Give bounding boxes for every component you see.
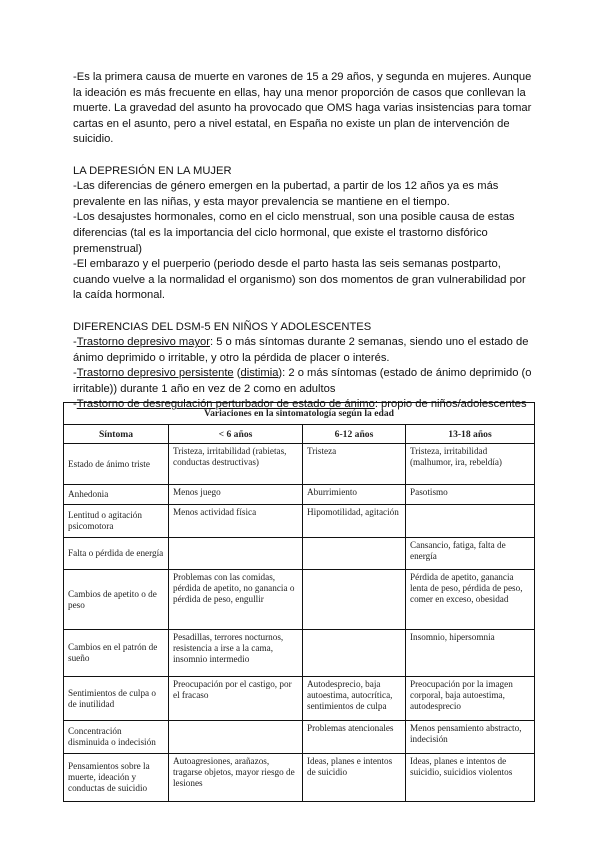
symptom-cell: Estado de ánimo triste bbox=[64, 444, 169, 485]
table-row bbox=[64, 630, 535, 677]
cell-13-18: Pasotismo bbox=[406, 485, 535, 505]
table-row bbox=[64, 570, 535, 630]
women-paragraph-2: -Los desajustes hormonales, como en el ciclo menstrual, son una posible causa de estas diferencias (tal es la importancia del ciclo hormonal, que existe el trastorno disfórico premenstrual) bbox=[73, 211, 515, 255]
cell-under-6 bbox=[169, 721, 303, 754]
cell-13-18 bbox=[406, 505, 535, 538]
dsm-heading: DIFERENCIAS DEL DSM-5 EN NIÑOS Y ADOLESCENTES bbox=[73, 320, 372, 333]
cell-13-18: Tristeza, irritabilidad (malhumor, ira, rebeldía) bbox=[406, 444, 535, 485]
dsm-item-3-text: : propio de niños/adolescentes bbox=[374, 398, 527, 411]
dsm-item-2-mid: ( bbox=[233, 367, 241, 380]
symptom-cell: Falta o pérdida de energía bbox=[64, 538, 169, 570]
cell-6-12: Problemas atencionales bbox=[303, 721, 406, 754]
women-paragraph-3: -El embarazo y el puerperio (periodo desde el parto hasta las seis semanas postparto, cuando vuelve a la normalidad el organismo) son dos momentos de gran vulnerabilidad por la caída hormonal. bbox=[73, 258, 526, 302]
women-heading: LA DEPRESIÓN EN LA MUJER bbox=[73, 164, 232, 177]
table-header-row bbox=[64, 425, 535, 444]
dsm-item-1 bbox=[73, 335, 533, 366]
cell-6-12: Hipomotilidad, agitación bbox=[303, 505, 406, 538]
table-title: Variaciones en la sintomatología según la edad bbox=[64, 403, 535, 425]
cell-13-18: Preocupación por la imagen corporal, baja autoestima, autodesprecio bbox=[406, 677, 535, 721]
cell-under-6: Menos actividad física bbox=[169, 505, 303, 538]
cell-under-6: Tristeza, irritabilidad (rabietas, conductas destructivas) bbox=[169, 444, 303, 485]
header-sintoma: Síntoma bbox=[64, 425, 169, 444]
cell-under-6 bbox=[169, 538, 303, 570]
dsm-item-3-term: Trastorno de desregulación perturbador de estado de ánimo bbox=[76, 398, 375, 411]
table-row bbox=[64, 505, 535, 538]
symptom-table bbox=[63, 402, 535, 802]
cell-6-12: Aburrimiento bbox=[303, 485, 406, 505]
cell-under-6: Preocupación por el castigo, por el fracaso bbox=[169, 677, 303, 721]
women-paragraph-1: -Las diferencias de género emergen en la pubertad, a partir de los 12 años ya es más prevalente en las niñas, y esta mayor prevalencia se mantiene en el tiempo. bbox=[73, 180, 499, 208]
cell-6-12 bbox=[303, 538, 406, 570]
cell-6-12: Tristeza bbox=[303, 444, 406, 485]
dsm-item-2 bbox=[73, 366, 533, 397]
cell-6-12 bbox=[303, 630, 406, 677]
dsm-item-1-term: Trastorno depresivo mayor bbox=[76, 336, 211, 349]
table-title-row bbox=[64, 403, 535, 425]
symptom-cell: Cambios de apetito o de peso bbox=[64, 570, 169, 630]
cell-under-6: Autoagresiones, arañazos, tragarse objetos, mayor riesgo de lesiones bbox=[169, 754, 303, 802]
cell-13-18: Pérdida de apetito, ganancia lenta de peso, pérdida de peso, comer en exceso, obesidad bbox=[406, 570, 535, 630]
header-13-18: 13-18 años bbox=[406, 425, 535, 444]
table-row bbox=[64, 444, 535, 485]
cell-6-12: Ideas, planes e intentos de suicidio bbox=[303, 754, 406, 802]
intro-paragraph: -Es la primera causa de muerte en varones de 15 a 29 años, y segunda en mujeres. Aunque la ideación es más frecuente en ellas, hay una menor proporción de casos que conllevan la muerte. La gravedad del asunto ha provocado que OMS haga varias insistencias para tomar cartas en el asunto, pero a nivel estatal, en España no existe un plan de intervención de suicidio. bbox=[73, 71, 532, 146]
cell-13-18: Ideas, planes e intentos de suicidio, suicidios violentos bbox=[406, 754, 535, 802]
table-row bbox=[64, 754, 535, 802]
dsm-item-2-dash: - bbox=[73, 367, 77, 380]
cell-13-18: Insomnio, hipersomnia bbox=[406, 630, 535, 677]
table-row bbox=[64, 485, 535, 505]
dsm-item-1-text: : 5 o más síntomas durante 2 semanas, siendo uno el estado de ánimo deprimido o irritable, y otro la pérdida de placer o interés. bbox=[73, 336, 529, 364]
dsm-item-2-term2: distimia bbox=[240, 367, 279, 380]
symptom-cell: Anhedonia bbox=[64, 485, 169, 505]
cell-6-12 bbox=[303, 570, 406, 630]
dsm-item-2-term: Trastorno depresivo persistente bbox=[76, 367, 234, 380]
table-row bbox=[64, 721, 535, 754]
symptom-cell: Pensamientos sobre la muerte, ideación y conductas de suicidio bbox=[64, 754, 169, 802]
symptom-cell: Sentimientos de culpa o de inutilidad bbox=[64, 677, 169, 721]
cell-13-18: Cansancio, fatiga, falta de energía bbox=[406, 538, 535, 570]
dsm-item-2-text: ): 2 o más síntomas (estado de ánimo deprimido (o irritable)) durante 1 año en vez de 2 como en adultos bbox=[73, 367, 532, 395]
cell-6-12: Autodesprecio, baja autoestima, autocrítica, sentimientos de culpa bbox=[303, 677, 406, 721]
cell-under-6: Pesadillas, terrores nocturnos, resistencia a irse a la cama, insomnio intermedio bbox=[169, 630, 303, 677]
symptom-cell: Concentración disminuida o indecisión bbox=[64, 721, 169, 754]
dsm-item-3-dash: - bbox=[73, 398, 77, 411]
symptom-cell: Cambios en el patrón de sueño bbox=[64, 630, 169, 677]
header-under-6: < 6 años bbox=[169, 425, 303, 444]
cell-13-18: Menos pensamiento abstracto, indecisión bbox=[406, 721, 535, 754]
body-text bbox=[73, 70, 533, 413]
symptom-cell: Lentitud o agitación psicomotora bbox=[64, 505, 169, 538]
cell-under-6: Menos juego bbox=[169, 485, 303, 505]
dsm-item-1-dash: - bbox=[73, 336, 77, 349]
header-6-12: 6-12 años bbox=[303, 425, 406, 444]
table-row bbox=[64, 677, 535, 721]
cell-under-6: Problemas con las comidas, pérdida de apetito, no ganancia o pérdida de peso, engullir bbox=[169, 570, 303, 630]
table-row bbox=[64, 538, 535, 570]
